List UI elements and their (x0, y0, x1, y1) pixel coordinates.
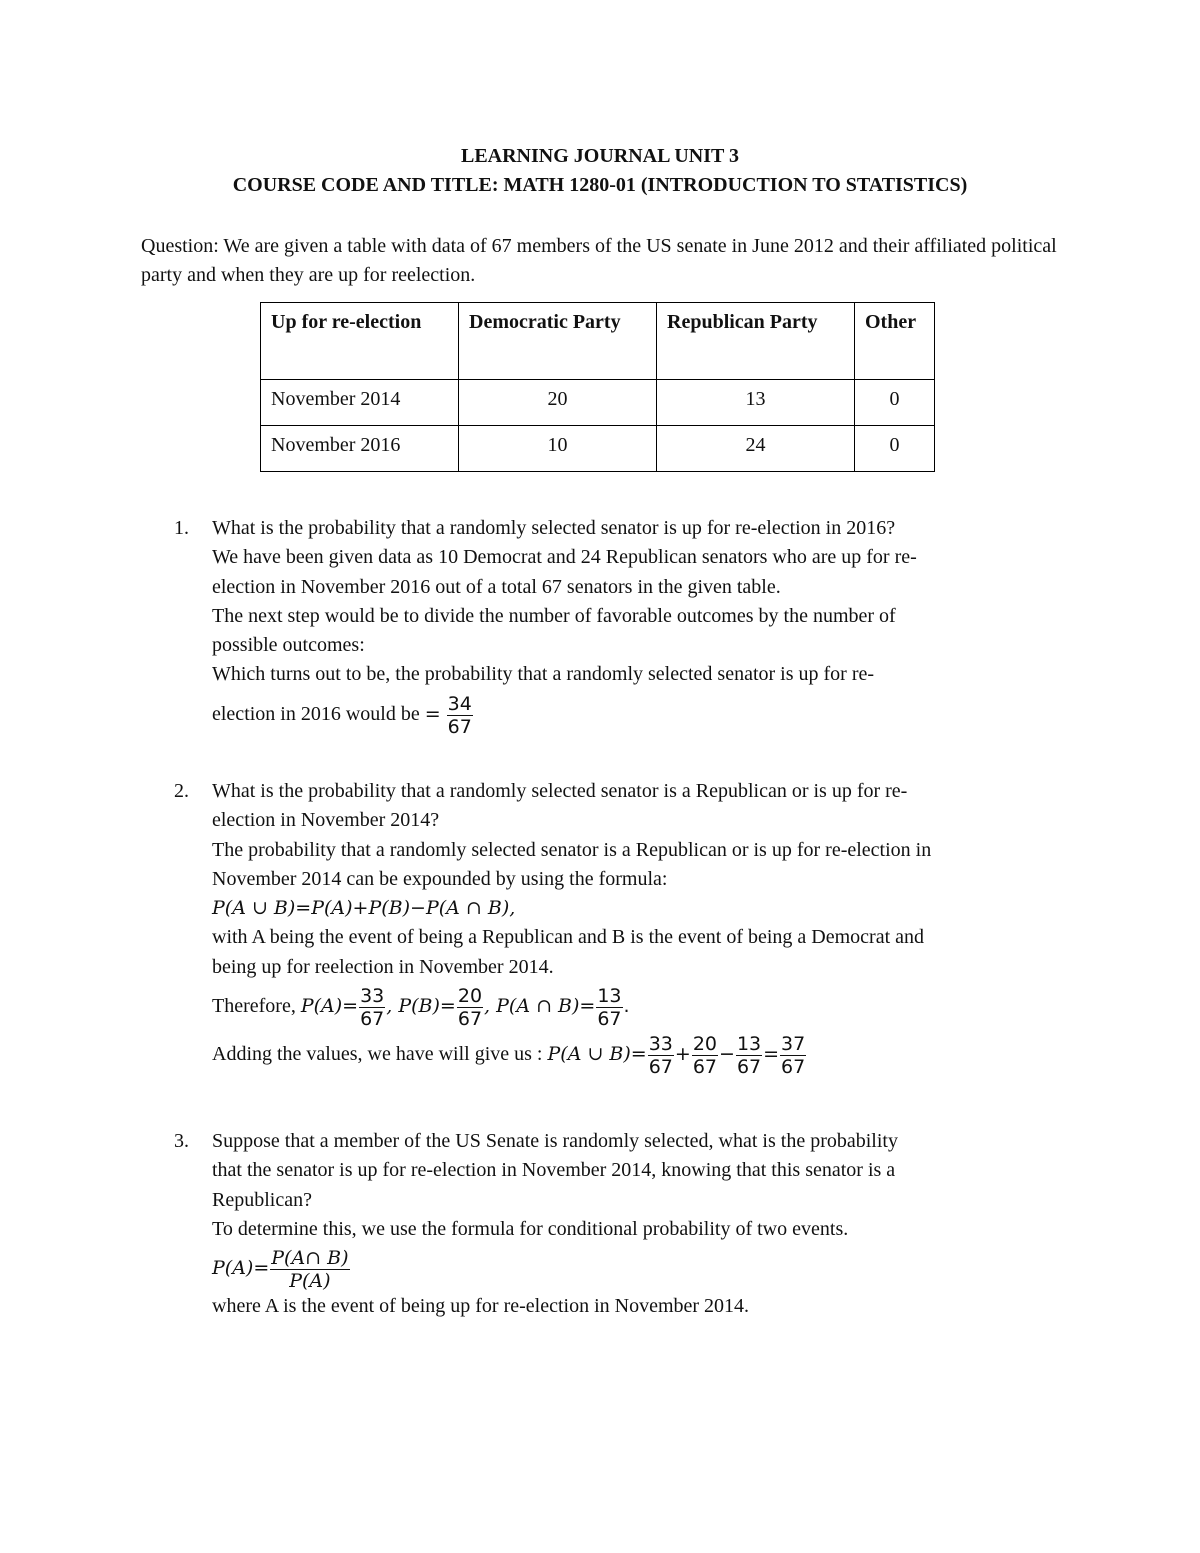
plus-sign: + (674, 1043, 691, 1066)
equals-sign: = (763, 1043, 780, 1066)
header-cell: Democratic Party (459, 303, 657, 380)
text-line: Suppose that a member of the US Senate is randomly selected, what is the probability (212, 1130, 898, 1152)
header-cell: Other (855, 303, 935, 380)
equals-sign: = (424, 702, 441, 725)
fraction (359, 985, 385, 1030)
text-line: election in November 2016 out of a total 67 senators in the given table. (212, 575, 781, 598)
fraction (648, 1033, 674, 1078)
denominator: 67 (736, 1055, 762, 1078)
question-number: 1. (174, 517, 189, 539)
question-number: 2. (174, 780, 189, 802)
denominator: P(A) (289, 1270, 331, 1293)
answer-line (212, 690, 1072, 738)
table-cell: 0 (855, 426, 935, 472)
denominator: 67 (447, 715, 472, 738)
table-header-row (261, 303, 935, 380)
question-3 (174, 1127, 1072, 1321)
adding-text: Adding the values, we have will give us : (212, 1043, 543, 1066)
math-text: P(A ∪ B)= (547, 1043, 647, 1066)
text-line: What is the probability that a randomly selected senator is up for re-election in 2016? (212, 517, 896, 539)
denominator: 67 (457, 1007, 483, 1030)
question-intro: Question: We are given a table with data of 67 members of the US senate in June 2012 and their affiliated political party and when they are up for reelection. (141, 235, 1057, 286)
period: . (623, 995, 630, 1018)
text-line: being up for reelection in November 2014. (212, 955, 554, 978)
text-line: Which turns out to be, the probability that a randomly selected senator is up for re- (212, 663, 875, 686)
denominator: 67 (648, 1055, 673, 1078)
adding-line (212, 1030, 1072, 1078)
text-line: where A is the event of being up for re-election in November 2014. (212, 1295, 750, 1318)
denominator: 67 (360, 1007, 385, 1030)
fraction (270, 1247, 349, 1292)
table-cell: 10 (459, 426, 657, 472)
formula-line: P(A ∪ B)=P(A)+P(B)−P(A ∩ B), (212, 897, 516, 920)
text-line: To determine this, we use the formula for conditional probability of two events. (212, 1217, 849, 1240)
fraction (736, 1033, 762, 1078)
minus-sign: − (719, 1043, 735, 1066)
fraction (692, 1033, 718, 1078)
senate-table (260, 302, 935, 472)
document-title: LEARNING JOURNAL UNIT 3 (460, 145, 739, 167)
question-1 (174, 514, 1072, 738)
header-cell: Up for re-election (261, 303, 459, 380)
numerator: 33 (648, 1032, 673, 1055)
table-cell: November 2016 (261, 426, 459, 472)
numerator: 33 (360, 984, 385, 1007)
numerator: 13 (736, 1032, 762, 1055)
numerator: P(A∩ B) (271, 1247, 349, 1270)
fraction (457, 985, 483, 1030)
numerator: 20 (692, 1032, 718, 1055)
therefore-text: Therefore, (212, 995, 296, 1018)
table-row (261, 380, 935, 426)
header-cell: Republican Party (657, 303, 855, 380)
text-line: election in November 2014? (212, 809, 440, 832)
math-text: P(A)= (300, 995, 359, 1018)
text-line: Republican? (212, 1188, 312, 1211)
text-line: The probability that a randomly selected senator is a Republican or is up for re-election in (212, 838, 932, 861)
math-text: , P(A ∩ B)= (484, 995, 596, 1018)
table-cell: 20 (459, 380, 657, 426)
math-text: , P(B)= (386, 995, 456, 1018)
numerator: 37 (781, 1032, 806, 1055)
fraction (596, 985, 622, 1030)
table-cell: November 2014 (261, 380, 459, 426)
text-line: possible outcomes: (212, 634, 365, 657)
text-line: We have been given data as 10 Democrat and 24 Republican senators who are up for re- (212, 546, 917, 569)
numerator: 20 (457, 984, 483, 1007)
therefore-line (212, 982, 1072, 1030)
denominator: 67 (781, 1055, 806, 1078)
table-row (261, 426, 935, 472)
text-line: with A being the event of being a Republican and B is the event of being a Democrat and (212, 926, 925, 949)
table-cell: 24 (657, 426, 855, 472)
question-number: 3. (174, 1130, 189, 1152)
fraction (780, 1033, 806, 1078)
text-line: that the senator is up for re-election in November 2014, knowing that this senator is a (212, 1159, 896, 1182)
conditional-formula-line (212, 1244, 1072, 1292)
fraction (447, 693, 473, 738)
answer-text: election in 2016 would be (212, 702, 420, 725)
denominator: 67 (597, 1007, 622, 1030)
text-line: November 2014 can be expounded by using the formula: (212, 867, 668, 890)
question-2 (174, 777, 1072, 1078)
math-text: P(A)= (212, 1257, 270, 1280)
table-cell: 13 (657, 380, 855, 426)
denominator: 67 (692, 1055, 718, 1078)
table-cell: 0 (855, 380, 935, 426)
numerator: 13 (597, 984, 622, 1007)
course-title: COURSE CODE AND TITLE: MATH 1280-01 (INTRODUCTION TO STATISTICS) (232, 174, 968, 196)
text-line: What is the probability that a randomly selected senator is a Republican or is up for re- (212, 780, 908, 802)
numerator: 34 (447, 692, 472, 715)
text-line: The next step would be to divide the number of favorable outcomes by the number of (212, 604, 896, 627)
